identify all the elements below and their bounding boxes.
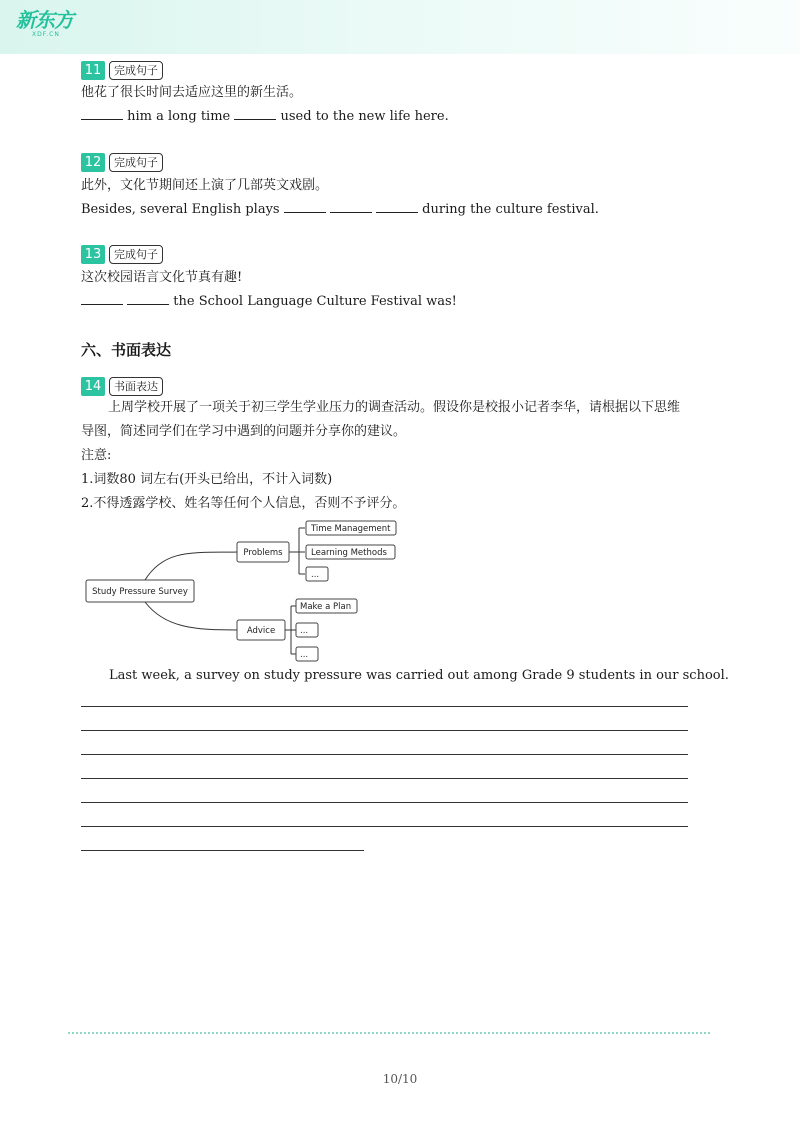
- question-type-tag: 完成句子: [109, 245, 163, 264]
- answer-line[interactable]: [81, 706, 688, 707]
- question-11-english: [81, 107, 449, 124]
- answer-line[interactable]: [81, 754, 688, 755]
- section-title: 六、书面表达: [81, 341, 172, 359]
- child-node-label: ...: [300, 650, 309, 660]
- connector-root-problems: [145, 552, 237, 580]
- question-type-tag: 完成句子: [109, 61, 163, 80]
- question-number: 11: [81, 61, 105, 80]
- question-12-english: [81, 200, 599, 217]
- note-title: 注意:: [81, 448, 112, 463]
- answer-blank[interactable]: [81, 292, 123, 305]
- connector-root-advice: [145, 602, 237, 630]
- question-type-tag: 完成句子: [109, 153, 163, 172]
- root-node-label: Study Pressure Survey: [92, 587, 188, 597]
- question-13-chinese: 这次校园语言文化节真有趣!: [81, 270, 243, 285]
- question-number: 14: [81, 377, 105, 396]
- question-13-english: [81, 292, 457, 309]
- question-13-header: [81, 244, 163, 264]
- english-text: during the culture festival.: [422, 202, 599, 217]
- child-node-label: Time Management: [311, 524, 391, 534]
- question-11-chinese: 他花了很长时间去适应这里的新生活。: [81, 85, 303, 100]
- question-14-header: [81, 376, 163, 396]
- answer-blank[interactable]: [81, 107, 123, 120]
- english-text: Besides, several English plays: [81, 202, 280, 217]
- answer-blank[interactable]: [127, 292, 169, 305]
- answer-blank[interactable]: [330, 200, 372, 213]
- child-node-label: ...: [300, 626, 309, 636]
- advice-node-label: Advice: [246, 626, 276, 636]
- brand-logo: [16, 9, 86, 43]
- answer-line[interactable]: [81, 850, 364, 851]
- note-2: 2.不得透露学校、姓名等任何个人信息，否则不予评分。: [81, 496, 406, 511]
- answer-blank[interactable]: [284, 200, 326, 213]
- child-node-label: ...: [311, 570, 320, 580]
- answer-blank[interactable]: [376, 200, 418, 213]
- english-text: him a long time: [127, 109, 231, 124]
- question-12-chinese: 此外，文化节期间还上演了几部英文戏剧。: [81, 178, 329, 193]
- note-1: 1.词数80 词左右(开头已给出，不计入词数): [81, 472, 333, 487]
- answer-line[interactable]: [81, 826, 688, 827]
- question-number: 12: [81, 153, 105, 172]
- header-band: [0, 0, 800, 54]
- answer-blank[interactable]: [234, 107, 276, 120]
- page-number: 10/10: [382, 1072, 418, 1086]
- child-node-label: Learning Methods: [311, 548, 387, 558]
- mind-map-diagram: [85, 518, 405, 664]
- question-11-header: [81, 60, 163, 80]
- question-12-header: [81, 152, 163, 172]
- answer-line[interactable]: [81, 778, 688, 779]
- answer-line[interactable]: [81, 802, 688, 803]
- problems-node-label: Problems: [243, 548, 283, 558]
- english-text: the School Language Culture Festival was!: [173, 294, 457, 309]
- logo-sub-text: XDF.CN: [32, 31, 60, 38]
- answer-line[interactable]: [81, 730, 688, 731]
- english-text: used to the new life here.: [280, 109, 449, 124]
- logo-main-text: 新东方: [16, 8, 73, 32]
- question-number: 13: [81, 245, 105, 264]
- question-type-tag: 书面表达: [109, 377, 163, 396]
- writing-opening-sentence: Last week, a survey on study pressure was carried out among Grade 9 students in our school.: [109, 668, 729, 683]
- footer-divider: [68, 1032, 710, 1034]
- writing-prompt: 上周学校开展了一项关于初三学生学业压力的调查活动。假设你是校报小记者李华，请根据以下思维导图，简述同学们在学习中遇到的问题并分享你的建议。: [81, 400, 681, 439]
- child-node-label: Make a Plan: [300, 602, 352, 612]
